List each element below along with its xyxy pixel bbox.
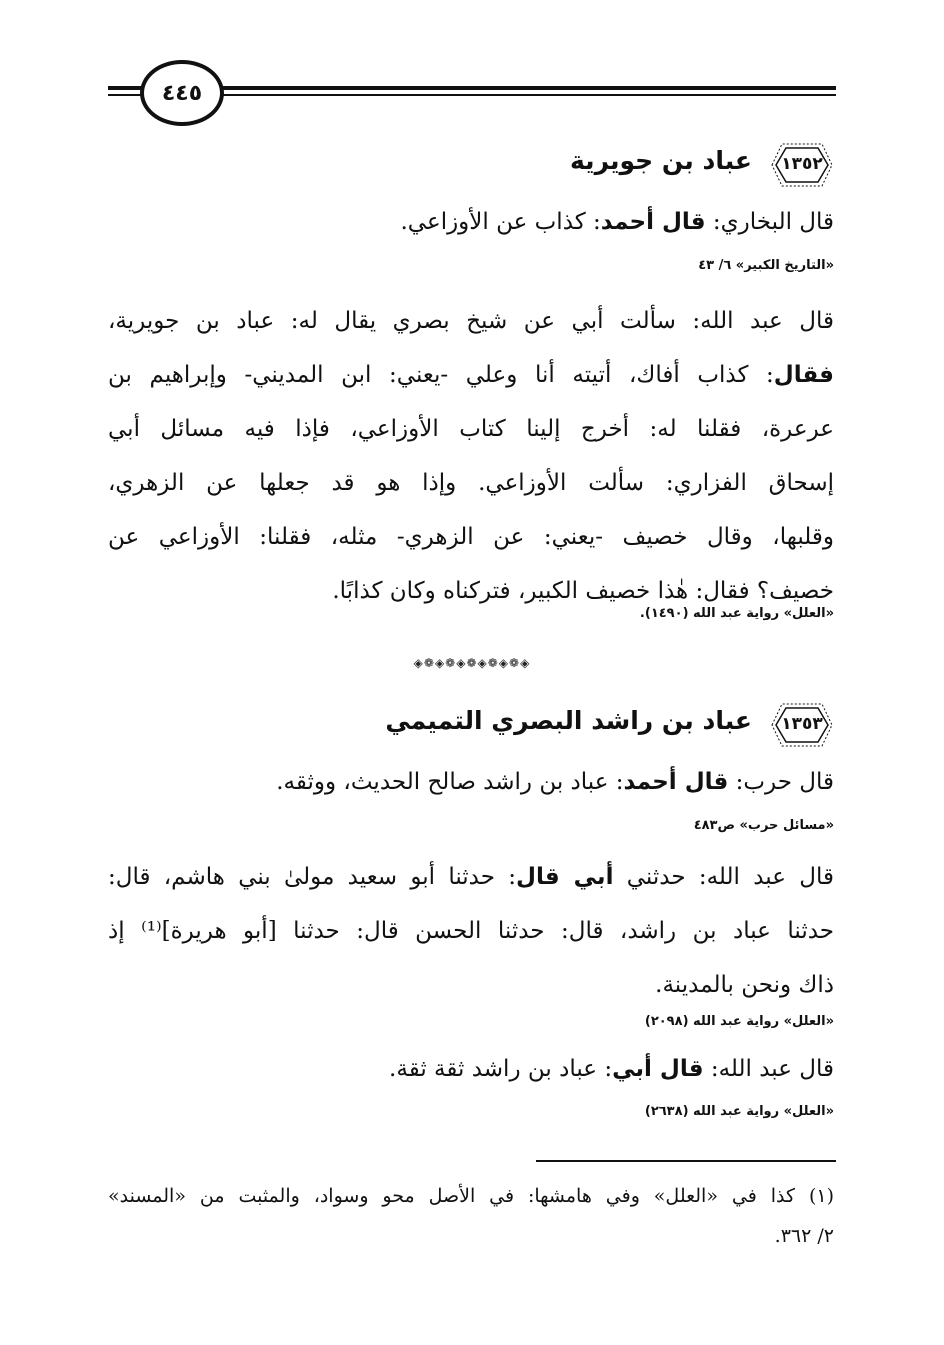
source-citation: «العلل» رواية عبد الله (٢٦٣٨) <box>644 1104 834 1119</box>
entry-heading <box>110 140 834 200</box>
source-citation: «العلل» رواية عبد الله (١٤٩٠). <box>639 606 834 621</box>
bold-phrase: قال أبي <box>612 1056 704 1082</box>
text-line: قال عبد الله: سألت أبي عن شيخ بصري يقال له: عباد بن جويرية، <box>108 308 834 334</box>
bold-phrase: أبي قال <box>516 864 614 890</box>
text-line: عرعرة، فقلنا له: أخرج إلينا كتاب الأوزاعي، فإذا فيه مسائل أبي <box>108 416 834 442</box>
section-divider: ◈❁◈❁◈❁◈❁◈❁◈ <box>413 656 531 670</box>
footnote <box>108 1176 834 1256</box>
text-line: قال حرب: قال أحمد: عباد بن راشد صالح الحديث، ووثقه. <box>276 769 834 795</box>
text-line: قال عبد الله: قال أبي: عباد بن راشد ثقة ثقة. <box>389 1056 834 1082</box>
paragraph <box>108 195 834 249</box>
entry-number-badge <box>770 140 834 190</box>
entry-number: ١٣٥٣ <box>781 714 823 734</box>
paragraph <box>108 755 834 809</box>
text-line: حدثنا عباد بن راشد، قال: حدثنا الحسن قال: حدثنا [أبو هريرة]⁽¹⁾ إذ <box>108 918 835 944</box>
text-line: خصيف؟ فقال: هٰذا خصيف الكبير، فتركناه وكان كذابًا. <box>332 578 834 604</box>
text-line: فقال: كذاب أفاك، أتيته أنا وعلي -يعني: ابن المديني- وإبراهيم بن <box>108 362 834 388</box>
text-line: قال عبد الله: حدثني أبي قال: حدثنا أبو سعيد مولىٰ بني هاشم، قال: <box>108 864 834 890</box>
footnote-line: ٢/ ٣٦٢. <box>774 1225 834 1247</box>
page-number: ٤٤٥ <box>140 60 224 126</box>
footnote-rule <box>536 1160 836 1162</box>
footnote-line: (١) كذا في «العلل» وفي هامشها: في الأصل محو وسواد، والمثبت من «المسند» <box>108 1185 834 1207</box>
entry-title: عباد بن جويرية <box>570 146 752 175</box>
paragraph <box>108 1042 834 1096</box>
source-citation: «العلل» رواية عبد الله (٢٠٩٨) <box>644 1014 834 1029</box>
source-citation: «التاريخ الكبير» ٦/ ٤٣ <box>698 258 834 273</box>
text-line: ذاك ونحن بالمدينة. <box>655 972 834 998</box>
text-line: قال البخاري: قال أحمد: كذاب عن الأوزاعي. <box>400 209 834 235</box>
source-citation: «مسائل حرب» ص٤٨٣ <box>693 818 834 833</box>
entry-title: عباد بن راشد البصري التميمي <box>385 706 752 735</box>
paragraph <box>108 850 834 1012</box>
entry-heading <box>110 700 834 760</box>
text-line: وقلبها، وقال خصيف -يعني: عن الزهري- مثله، فقلنا: الأوزاعي عن <box>108 524 834 550</box>
bold-phrase: قال أحمد <box>623 769 729 795</box>
bold-phrase: قال أحمد <box>600 209 706 235</box>
entry-number-badge <box>770 700 834 750</box>
paragraph <box>108 294 834 618</box>
bold-phrase: فقال <box>773 362 834 388</box>
text-line: إسحاق الفزاري: سألت الأوزاعي. وإذا هو قد جعلها عن الزهري، <box>108 470 834 496</box>
entry-number: ١٣٥٢ <box>781 154 823 174</box>
